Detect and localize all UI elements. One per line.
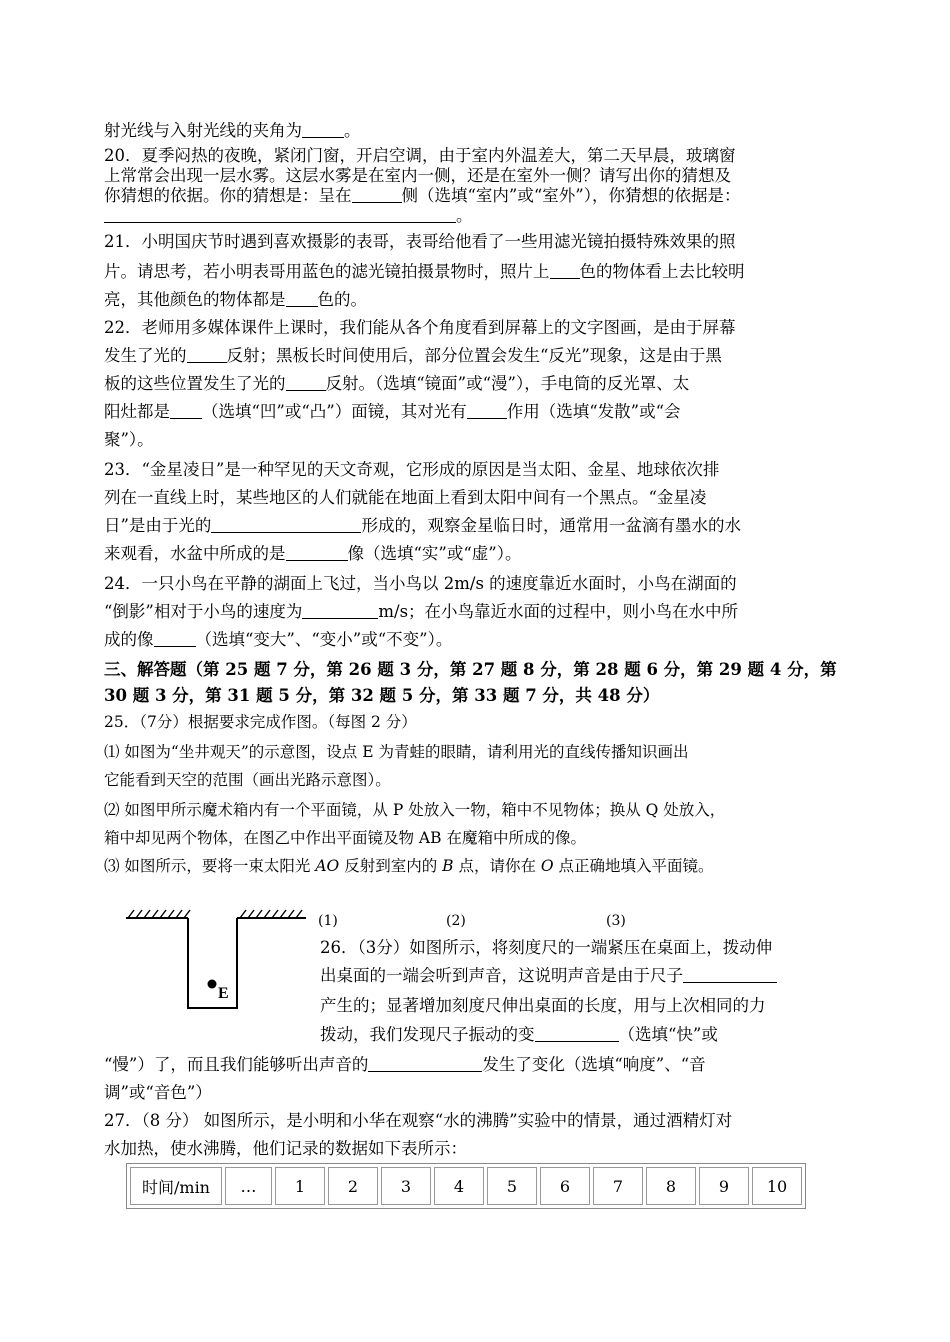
blank[interactable] <box>286 544 348 561</box>
q24-line2: “倒影”相对于小鸟的速度为 m/s；在小鸟靠近水面的过程中，则小鸟在水中所 <box>104 602 739 621</box>
figure-label-2: (2) <box>446 913 466 929</box>
q25-part2-line2: 箱中却见两个物体，在图乙中作出平面镜及物 AB 在魔箱中所成的像。 <box>104 829 586 847</box>
q22-line2: 发生了光的 反射；黑板长时间使用后，部分位置会发生“反光”现象，这是由于黑 <box>104 346 722 365</box>
table-cell: 5 <box>487 1167 537 1205</box>
q22-line5: 聚”）。 <box>104 430 154 449</box>
time-data-table <box>126 1163 806 1209</box>
blank[interactable] <box>104 206 456 223</box>
blank[interactable] <box>368 1055 482 1072</box>
blank[interactable] <box>550 262 580 279</box>
table-header-cell: 时间/min <box>130 1167 222 1205</box>
section3-heading-line2: 30 题 3 分，第 31 题 5 分，第 32 题 5 分，第 33 题 7 分，共 48 分） <box>104 686 660 705</box>
table-cell: 8 <box>646 1167 696 1205</box>
q27-line1: 27．（8 分） 如图所示，是小明和小华在观察“水的沸腾”实验中的情景，通过酒精灯对 <box>104 1111 733 1130</box>
q27-line2: 水加热，使水沸腾，他们记录的数据如下表所示： <box>104 1139 467 1158</box>
q26-line4: 拨动，我们发现尺子振动的变 （选填“快”或 <box>320 1025 718 1044</box>
q25-part1-line1: ⑴ 如图为“坐井观天”的示意图，设点 E 为青蛙的眼睛，请利用光的直线传播知识画出 <box>104 743 689 761</box>
well-diagram <box>120 906 320 1016</box>
q22-line3: 板的这些位置发生了光的 反射。（选填“镜面”或“漫”），手电筒的反光罩、太 <box>104 374 690 393</box>
blank[interactable] <box>286 290 318 307</box>
blank[interactable] <box>535 1025 619 1042</box>
table-cell: 1 <box>275 1167 325 1205</box>
table-cell: 7 <box>593 1167 643 1205</box>
q26-line1: 26．（3分）如图所示，将刻度尺的一端紧压在桌面上，拨动伸 <box>320 938 773 957</box>
table-cell: 6 <box>540 1167 590 1205</box>
table-row <box>130 1167 802 1205</box>
q22-line1: 22．老师用多媒体课件上课时，我们能从各个角度看到屏幕上的文字图画，是由于屏幕 <box>104 318 736 337</box>
blank[interactable] <box>187 346 227 363</box>
q23-line4: 来观看，水盆中所成的是 像（选填“实”或“虚”）。 <box>104 544 522 563</box>
q21-line3: 亮，其他颜色的物体都是 色的。 <box>104 290 367 309</box>
q21-line2: 片。请思考，若小明表哥用蓝色的滤光镜拍摄景物时，照片上 色的物体看上去比较明 <box>104 262 745 281</box>
q26-line3: 产生的；显著增加刻度尺伸出桌面的长度，用与上次相同的力 <box>320 996 766 1015</box>
blank[interactable] <box>302 121 344 138</box>
table-cell: … <box>225 1167 272 1205</box>
blank[interactable] <box>302 602 378 619</box>
table-cell: 3 <box>381 1167 431 1205</box>
q23-line1: 23．“金星凌日”是一种罕见的天文奇观，它形成的原因是当太阳、金星、地球依次排 <box>104 460 720 479</box>
blank[interactable] <box>683 966 777 983</box>
q26-line2: 出桌面的一端会听到声音，这说明声音是由于尺子 <box>320 966 777 986</box>
q20-line4: 。 <box>104 206 473 226</box>
point-label-e: E <box>218 985 229 1002</box>
section3-heading-line1: 三、解答题（第 25 题 7 分，第 26 题 3 分，第 27 题 8 分，第 28 题 6 分，第 29 题 4 分，第 <box>104 660 837 679</box>
q26-line6: 调”或“音色”） <box>104 1083 212 1102</box>
table-cell: 9 <box>699 1167 749 1205</box>
q25-part1-line2: 它能看到天空的范围（画出光路示意图）。 <box>104 771 391 789</box>
q19-tail: 射光线与入射光线的夹角为 。 <box>104 121 361 140</box>
table-cell: 2 <box>328 1167 378 1205</box>
blank[interactable] <box>211 516 361 533</box>
q25-part3: ⑶ 如图所示，要将一束太阳光 AO 反射到室内的 B 点，请你在 O 点正确地填入平面镜。 <box>104 857 714 875</box>
q21-line1: 21．小明国庆节时遇到喜欢摄影的表哥，表哥给他看了一些用滤光镜拍摄特殊效果的照 <box>104 232 736 251</box>
blank[interactable] <box>286 374 326 391</box>
blank[interactable] <box>154 630 196 647</box>
q24-line1: 24．一只小鸟在平静的湖面上飞过，当小鸟以 2m/s 的速度靠近水面时，小鸟在湖面的 <box>104 574 737 593</box>
q26-line5: “慢”）了，而且我们能够听出声音的 发生了变化（选填“响度”、“音 <box>104 1055 706 1074</box>
q20-line3: 你猜想的依据。你的猜想是：呈在 侧（选填“室内”或“室外”），你猜想的依据是： <box>104 186 741 205</box>
q23-line2: 列在一直线上时，某些地区的人们就能在地面上看到太阳中间有一个黑点。“金星凌 <box>104 488 707 507</box>
table-cell: 10 <box>752 1167 802 1205</box>
blank[interactable] <box>170 402 202 419</box>
table-cell: 4 <box>434 1167 484 1205</box>
q20-line2: 上常常会出现一层水雾。这层水雾是在室内一侧，还是在室外一侧？请写出你的猜想及 <box>104 166 731 185</box>
q20-line1: 20．夏季闷热的夜晚，紧闭门窗，开启空调，由于室内外温差大，第二天早晨，玻璃窗 <box>104 146 736 165</box>
frog-eye-point <box>208 980 217 989</box>
q24-line3: 成的像 （选填“变大”、“变小”或“不变”）。 <box>104 630 453 649</box>
blank[interactable] <box>467 402 507 419</box>
q25-title: 25．（7分）根据要求完成作图。（每图 2 分） <box>104 713 417 731</box>
q25-part2-line1: ⑵ 如图甲所示魔术箱内有一个平面镜，从 P 处放入一物，箱中不见物体；换从 Q 处放入， <box>104 801 726 819</box>
q23-line3: 日”是由于光的 形成的，观察金星临日时，通常用一盆滴有墨水的水 <box>104 516 741 535</box>
figure-label-1: (1) <box>318 913 338 929</box>
figure-label-3: (3) <box>606 913 626 929</box>
q22-line4: 阳灶都是 （选填“凹”或“凸”）面镜，其对光有 作用（选填“发散”或“会 <box>104 402 681 421</box>
blank[interactable] <box>352 186 402 203</box>
